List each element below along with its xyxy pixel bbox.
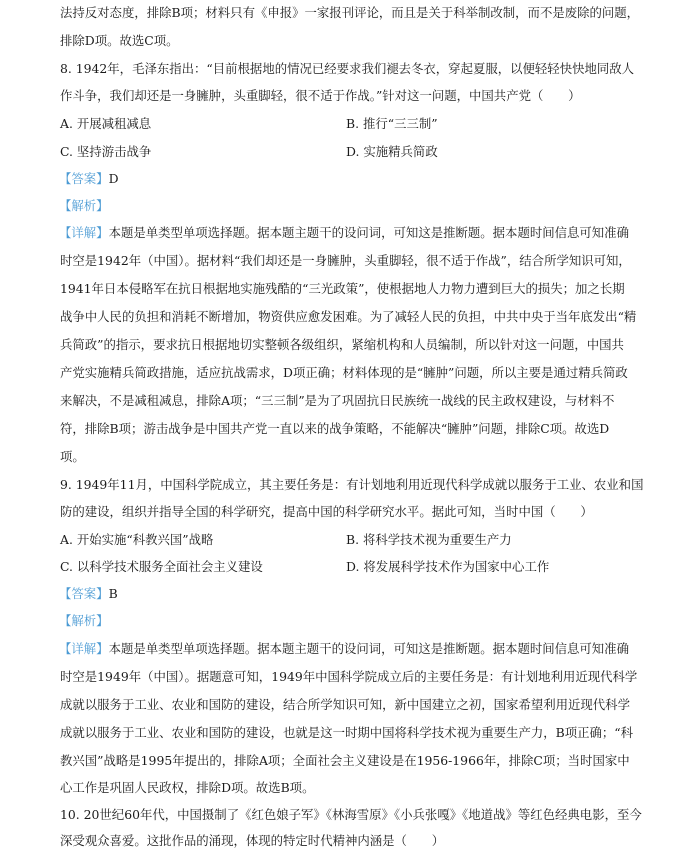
detail-line: 心工作是巩固人民政权，排除D项。故选B项。 <box>60 780 315 795</box>
question-8-stem: 作斗争，我们却还是一身臃肿，头重脚轻，很不适于作战。”针对这一问题，中国共产党（ ） <box>60 88 581 103</box>
analysis-tag: 【解析】 <box>59 613 109 628</box>
option-a: A. 开始实施“科教兴国”战略 <box>60 532 214 547</box>
detail-line: 成就以服务于工业、农业和国防的建设，结合所学知识可知，新中国建立之初，国家希望利用近现代科学 <box>60 697 630 712</box>
question-8-stem: 8. 1942年，毛泽东指出：“目前根据地的情况已经要求我们褪去冬衣，穿起夏服，以便轻轻快快地同敌人 <box>60 61 635 76</box>
detail-line: 成就以服务于工业、农业和国防的建设，也就是这一时期中国将科学技术视为重要生产力，B项正确；“科 <box>60 725 634 740</box>
analysis-tag: 【解析】 <box>59 198 109 213</box>
detail-line: 符，排除B项；游击战争是中国共产党一直以来的战争策略，不能解决“臃肿”问题，排除C项。故选D <box>60 421 610 436</box>
question-9-stem: 防的建设，组织并指导全国的科学研究，提高中国的科学研究水平。据此可知，当时中国（ ） <box>60 504 593 519</box>
option-c: C. 坚持游击战争 <box>60 144 152 159</box>
answer-value: D <box>108 171 119 186</box>
option-d: D. 将发展科学技术作为国家中心工作 <box>346 559 550 574</box>
answer-line <box>59 170 119 188</box>
question-10-stem: 深受观众喜爱。这批作品的涌现，体现的特定时代精神内涵是（ ） <box>60 833 445 848</box>
detail-line: 1941年日本侵略军在抗日根据地实施残酷的“三光政策”，使根据地人力物力遭到巨大的损失；加之长期 <box>60 281 625 296</box>
detail-tag: 【详解】 <box>59 225 109 240</box>
answer-value: B <box>108 586 118 601</box>
option-d: D. 实施精兵简政 <box>346 144 438 159</box>
detail-line: 【详解】本题是单类型单项选择题。据本题主题干的设问词，可知这是推断题。据本题时间信息可知准确 <box>59 225 629 240</box>
detail-line: 战争中人民的负担和消耗不断增加，物资供应愈发困难。为了减轻人民的负担，中共中央于当年底发出“精 <box>60 309 637 324</box>
text-line: 排除D项。故选C项。 <box>60 33 179 48</box>
answer-tag: 【答案】 <box>59 586 109 601</box>
text-line: 法持反对态度，排除B项；材料只有《申报》一家报刊评论，而且是关于科举制改制，而不是废除的问题， <box>60 5 640 20</box>
question-9-stem: 9. 1949年11月，中国科学院成立，其主要任务是：有计划地利用近现代科学成就以服务于工业、农业和国 <box>60 477 644 492</box>
answer-tag: 【答案】 <box>59 171 109 186</box>
detail-line: 项。 <box>60 449 85 464</box>
option-b: B. 将科学技术视为重要生产力 <box>346 532 512 547</box>
answer-line <box>59 585 118 603</box>
detail-line: 时空是1942年（中国）。据材料“我们却还是一身臃肿，头重脚轻，很不适于作战”，结合所学知识可知， <box>60 253 631 268</box>
detail-line: 【详解】本题是单类型单项选择题。据本题主题干的设问词，可知这是推断题。据本题时间信息可知准确 <box>59 641 629 656</box>
detail-line: 时空是1949年（中国）。据题意可知，1949年中国科学院成立后的主要任务是：有计划地利用近现代科学 <box>60 669 638 684</box>
question-10-stem: 10. 20世纪60年代，中国摄制了《红色娘子军》《林海雪原》《小兵张嘎》《地道战》等红色经典电影，至今 <box>60 807 642 822</box>
detail-tag: 【详解】 <box>59 641 109 656</box>
option-a: A. 开展减租减息 <box>60 116 152 131</box>
detail-line: 教兴国”战略是1995年提出的，排除A项；全面社会主义建设是在1956-1966年，排除C项；当时国家中 <box>60 753 630 768</box>
option-c: C. 以科学技术服务全面社会主义建设 <box>60 559 263 574</box>
option-b: B. 推行“三三制” <box>346 116 438 131</box>
detail-line: 来解决，不是减租减息，排除A项；“三三制”是为了巩固抗日民族统一战线的民主政权建设，与材料不 <box>60 393 615 408</box>
detail-line: 兵简政”的指示，要求抗日根据地切实整顿各级组织，紧缩机构和人员编制，所以针对这一问题，中国共 <box>60 337 624 352</box>
detail-line: 产党实施精兵简政措施，适应抗战需求，D项正确；材料体现的是“臃肿”问题，所以主要是通过精兵简政 <box>60 365 628 380</box>
